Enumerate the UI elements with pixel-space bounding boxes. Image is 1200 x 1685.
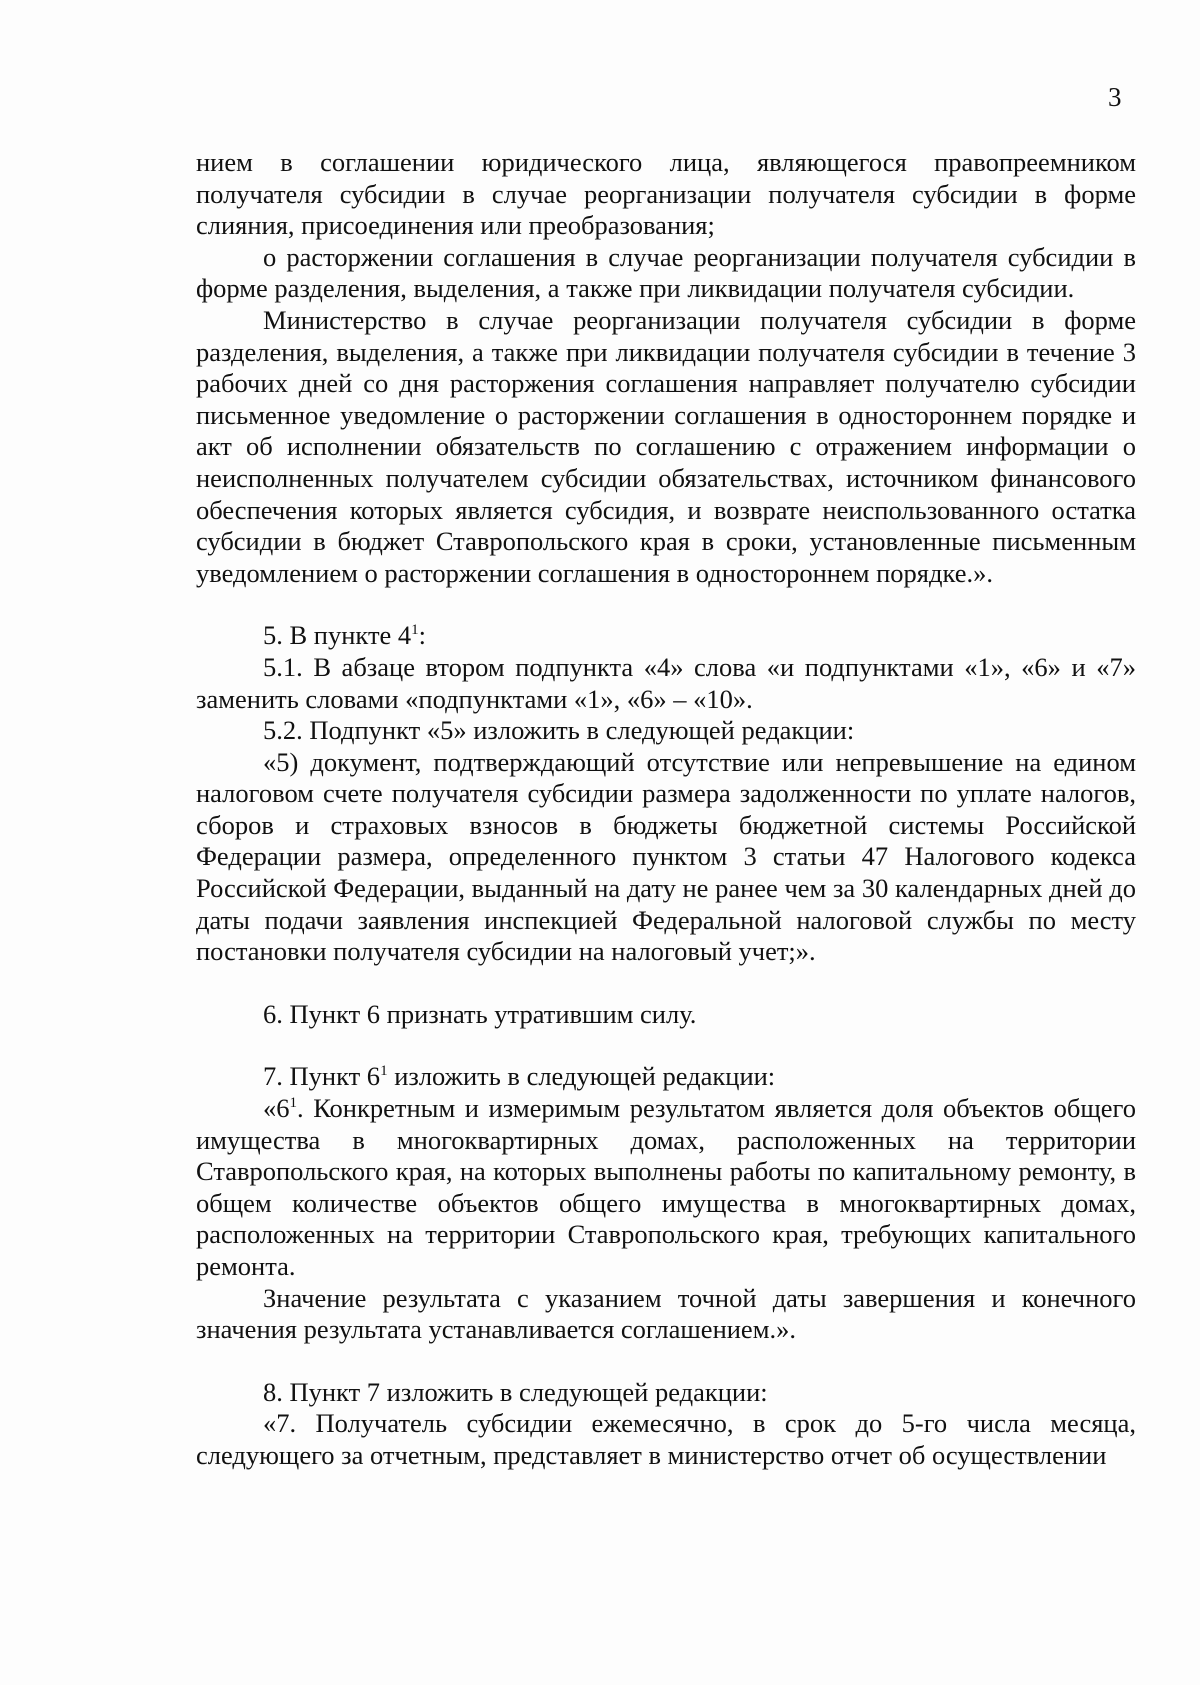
item-7-heading — [196, 1061, 1136, 1093]
item-7-text — [196, 1093, 1136, 1283]
document-body — [196, 147, 1136, 1472]
item-5-2-text: «5) документ, подтверждающий отсутствие или непревышение на едином налоговом счете получателя субсидии размера задолженности по уплате налогов, сборов и страховых взносов в бюджеты бюджетной системы Российской Федерации размера, определенного пунктом 3 статьи 47 Налогового кодекса Российской Федерации, выданный на дату не ранее чем за 30 календарных дней до даты подачи заявления инспекцией Федеральной налоговой службы по месту постановки получателя субсидии на налоговый учет;». — [196, 746, 1136, 967]
item-5-heading-superscript: 1 — [411, 622, 419, 639]
item-5-heading-text: 5. В пункте 4 — [263, 620, 412, 651]
paragraph-ministry-notice: Министерство в случае реорганизации получателя субсидии в форме разделения, выделения, а также при ликвидации получателя субсидии в течение 3 рабочих дней со дня расторжения соглашения направляет получателю субсидии письменное уведомление о расторжении соглашения в одностороннем порядке и акт об исполнении обязательств по соглашению с отражением информации о неисполненных получателем субсидии обязательствах, источником финансового обеспечения которых является субсидия, и возврате неиспользованного остатка субсидии в бюджет Ставропольского края в сроки, установленные письменным уведомлением о расторжении соглашения в одностороннем порядке.». — [196, 304, 1136, 588]
item-6: 6. Пункт 6 признать утратившим силу. — [263, 998, 697, 1029]
item-5-1: 5.1. В абзаце втором подпункта «4» слова «и подпунктами «1», «6» и «7» заменить словами «подпунктами «1», «6» – «10». — [196, 651, 1136, 714]
paragraph-continuation: нием в соглашении юридического лица, являющегося правопреемником получателя субсидии в случае реорганизации получателя субсидии в форме слияния, присоединения или преобразования; — [196, 147, 1136, 241]
item-5-2: 5.2. Подпункт «5» изложить в следующей редакции: — [263, 715, 855, 746]
item-7-text-superscript: 1 — [289, 1095, 297, 1112]
item-7-heading-text: 7. Пункт 6 — [263, 1061, 381, 1092]
item-7-heading-rest: изложить в следующей редакции: — [387, 1061, 776, 1092]
page-number: 3 — [1108, 82, 1122, 112]
item-7-result-value: Значение результата с указанием точной даты завершения и конечного значения результата устанавливается соглашением.». — [196, 1282, 1136, 1345]
item-5-heading-colon: : — [418, 620, 427, 651]
item-8-text: «7. Получатель субсидии ежемесячно, в срок до 5-го числа месяца, следующего за отчетным, представляет в министерство отчет об осуществлении — [196, 1408, 1136, 1470]
item-7-heading-superscript: 1 — [380, 1063, 388, 1080]
item-7-text-body: . Конкретным и измеримым результатом является доля объектов общего имущества в многоквартирных домах, расположенных на территории Ставропольского края, на которых выполнены работы по капитальному ремонту, в общем количестве объектов общего имущества в многоквартирных домах, расположенных на территории Ставропольского края, требующих капитального ремонта. — [196, 1093, 1136, 1281]
item-8-heading: 8. Пункт 7 изложить в следующей редакции: — [263, 1376, 768, 1407]
item-7-text-open: «6 — [263, 1093, 290, 1124]
paragraph-termination: о расторжении соглашения в случае реорганизации получателя субсидии в форме разделения, выделения, а также при ликвидации получателя субсидии. — [196, 241, 1136, 304]
item-5-heading — [196, 620, 1136, 652]
